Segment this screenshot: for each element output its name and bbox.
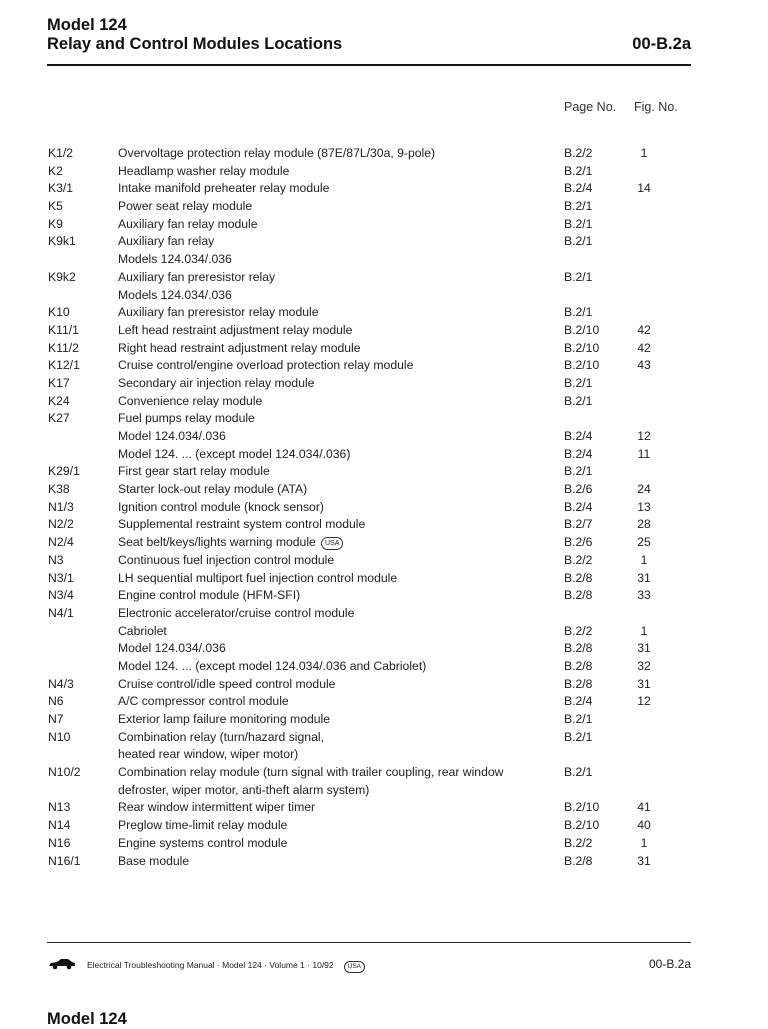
module-description: Supplemental restraint system control module <box>118 517 366 532</box>
page-number: B.2/6 <box>564 482 593 497</box>
table-row <box>0 163 768 181</box>
module-description: Right head restraint adjustment relay module <box>118 340 361 355</box>
page-number: B.2/10 <box>564 800 600 815</box>
table-row <box>0 658 768 676</box>
page-number: B.2/8 <box>564 853 593 868</box>
table-row <box>0 516 768 534</box>
figure-number: 31 <box>637 641 651 656</box>
figure-number: 43 <box>637 358 651 373</box>
table-row <box>0 304 768 322</box>
module-code: K11/2 <box>48 340 79 355</box>
page-number: B.2/8 <box>564 570 593 585</box>
table-row <box>0 623 768 641</box>
module-description: Electronic accelerator/cruise control module <box>118 605 355 620</box>
module-description: Power seat relay module <box>118 199 253 214</box>
figure-number: 25 <box>637 535 651 550</box>
page-number: B.2/1 <box>564 712 593 726</box>
module-description: Model 124.034/.036 <box>118 641 226 656</box>
figure-number: 1 <box>640 146 648 160</box>
module-code: N3/4 <box>48 588 74 603</box>
module-description: Intake manifold preheater relay module <box>118 181 330 196</box>
module-description: defroster, wiper motor, anti-theft alarm system) <box>118 782 370 797</box>
table-row <box>0 570 768 588</box>
module-description: Model 124.034/.036 <box>118 429 226 443</box>
module-code: K17 <box>48 375 70 390</box>
module-code: N2/4 <box>48 535 74 550</box>
page-number: B.2/1 <box>564 216 593 231</box>
module-code: N3 <box>48 552 64 567</box>
page-number: B.2/1 <box>564 163 593 178</box>
table-row <box>0 693 768 711</box>
module-description: Convenience relay module <box>118 393 263 408</box>
table-row <box>0 605 768 623</box>
figure-number: 32 <box>637 658 651 673</box>
figure-number: 31 <box>637 853 651 868</box>
module-description: Ignition control module (knock sensor) <box>118 499 324 514</box>
page-number: B.2/6 <box>564 535 593 550</box>
figure-number: 42 <box>637 340 651 355</box>
module-description: Base module <box>118 853 190 868</box>
module-code: N3/1 <box>48 570 74 585</box>
table-row <box>0 145 768 163</box>
table-row <box>0 534 768 552</box>
module-code: N6 <box>48 694 64 709</box>
module-description: LH sequential multiport fuel injection control module <box>118 570 398 585</box>
page-number: B.2/4 <box>564 499 593 514</box>
next-page-header: Model 124 <box>47 1010 127 1028</box>
modules-table <box>0 145 768 870</box>
table-row <box>0 269 768 287</box>
column-header-fig: Fig. No. <box>634 100 678 114</box>
module-description: Combination relay module (turn signal with trailer coupling, rear window <box>118 765 504 780</box>
figure-number: 31 <box>637 570 651 585</box>
table-row <box>0 711 768 729</box>
page-number: B.2/1 <box>564 199 593 214</box>
module-description: Left head restraint adjustment relay module <box>118 322 353 337</box>
module-code: K9k2 <box>48 269 76 284</box>
module-code: N16/1 <box>48 853 81 868</box>
table-row <box>0 198 768 216</box>
module-code: N13 <box>48 800 71 815</box>
table-row <box>0 322 768 340</box>
module-description: Engine systems control module <box>118 835 288 850</box>
table-row <box>0 799 768 817</box>
page-number: B.2/2 <box>564 146 593 160</box>
page-number: B.2/4 <box>564 181 593 196</box>
footer-manual-title: Electrical Troubleshooting Manual · Model 124 · Volume 1 · 10/92 <box>87 960 334 970</box>
header-divider <box>47 64 691 66</box>
module-description: A/C compressor control module <box>118 694 289 709</box>
module-description: Overvoltage protection relay module (87E/87L/30a, 9-pole) <box>118 146 436 160</box>
page-number: B.2/8 <box>564 676 593 691</box>
page-header <box>47 16 691 54</box>
page-number: B.2/8 <box>564 641 593 656</box>
figure-number: 42 <box>637 322 651 337</box>
page-number: B.2/10 <box>564 358 600 373</box>
module-description: Exterior lamp failure monitoring module <box>118 712 331 726</box>
figure-number: 33 <box>637 588 651 603</box>
module-description: Combination relay (turn/hazard signal, <box>118 729 324 744</box>
page-number: B.2/10 <box>564 818 600 833</box>
page-number: B.2/10 <box>564 322 600 337</box>
table-row <box>0 375 768 393</box>
module-description: heated rear window, wiper motor) <box>118 747 299 762</box>
table-row <box>0 817 768 835</box>
module-code: N1/3 <box>48 499 74 514</box>
table-row <box>0 552 768 570</box>
module-description: Model 124. ... (except model 124.034/.036) <box>118 446 351 461</box>
table-row <box>0 764 768 782</box>
table-row <box>0 853 768 871</box>
table-row <box>0 835 768 853</box>
page-number: B.2/1 <box>564 464 593 479</box>
module-description: Cruise control/idle speed control module <box>118 676 336 691</box>
module-description: Headlamp washer relay module <box>118 163 290 178</box>
page-number: B.2/4 <box>564 446 593 461</box>
module-code: K5 <box>48 199 63 214</box>
module-code: K38 <box>48 482 70 497</box>
table-row <box>0 357 768 375</box>
model-title: Model 124 <box>47 16 127 34</box>
module-code: N16 <box>48 835 71 850</box>
figure-number: 14 <box>637 181 651 196</box>
module-code: N10 <box>48 729 71 744</box>
page-number: B.2/1 <box>564 393 593 408</box>
figure-number: 1 <box>640 552 648 567</box>
module-description: Starter lock-out relay module (ATA) <box>118 482 308 497</box>
figure-number: 31 <box>637 676 651 691</box>
table-row <box>0 481 768 499</box>
module-code: N4/1 <box>48 605 74 620</box>
page-number: B.2/1 <box>564 375 593 390</box>
module-description: First gear start relay module <box>118 464 270 479</box>
usa-badge: USA <box>321 537 343 550</box>
column-header-page: Page No. <box>564 100 617 114</box>
figure-number: 1 <box>640 835 648 850</box>
module-code: K10 <box>48 305 70 320</box>
table-row <box>0 729 768 747</box>
usa-badge: USA <box>344 961 365 973</box>
page-number: B.2/8 <box>564 588 593 603</box>
table-row <box>0 746 768 764</box>
module-description: Auxiliary fan relay module <box>118 216 258 231</box>
module-code: K9k1 <box>48 234 76 249</box>
module-code: K29/1 <box>48 464 80 479</box>
module-description: Rear window intermittent wiper timer <box>118 800 316 815</box>
page-number: B.2/10 <box>564 340 600 355</box>
module-code: N10/2 <box>48 765 81 780</box>
figure-number: 12 <box>637 694 651 709</box>
table-row <box>0 446 768 464</box>
page-number: B.2/1 <box>564 729 593 744</box>
module-description: Auxiliary fan relay <box>118 234 215 249</box>
table-row <box>0 428 768 446</box>
module-description: Models 124.034/.036 <box>118 287 232 302</box>
page-number: B.2/2 <box>564 552 593 567</box>
table-row <box>0 233 768 251</box>
page-number: B.2/8 <box>564 658 593 673</box>
page-number: B.2/1 <box>564 269 593 284</box>
figure-number: 41 <box>637 800 651 815</box>
module-code: K1/2 <box>48 146 74 160</box>
module-description: Auxiliary fan preresistor relay <box>118 269 276 284</box>
footer-text <box>87 960 365 973</box>
figure-number: 28 <box>637 517 651 532</box>
table-row <box>0 393 768 411</box>
figure-number: 12 <box>637 429 651 443</box>
page-number: B.2/4 <box>564 694 593 709</box>
module-code: N4/3 <box>48 676 74 691</box>
figure-number: 24 <box>637 482 651 497</box>
table-row <box>0 251 768 269</box>
table-row <box>0 782 768 800</box>
module-code: K9 <box>48 216 63 231</box>
module-code: K3/1 <box>48 181 74 196</box>
figure-number: 13 <box>637 499 651 514</box>
page-number: B.2/2 <box>564 835 593 850</box>
module-description: Auxiliary fan preresistor relay module <box>118 305 319 320</box>
module-code: K27 <box>48 411 70 426</box>
page-number: B.2/4 <box>564 429 593 443</box>
module-code: K24 <box>48 393 70 408</box>
page-number: B.2/1 <box>564 305 593 320</box>
module-description: Cruise control/engine overload protection relay module <box>118 358 414 373</box>
table-row <box>0 587 768 605</box>
table-row <box>0 216 768 234</box>
module-code: K12/1 <box>48 358 80 373</box>
module-code: N7 <box>48 712 64 726</box>
page-number: B.2/7 <box>564 517 593 532</box>
figure-number: 40 <box>637 818 651 833</box>
module-description: Cabriolet <box>118 623 167 638</box>
footer-code: 00-B.2a <box>648 957 691 971</box>
car-icon <box>48 958 76 970</box>
page-number: B.2/1 <box>564 765 593 780</box>
module-code: N14 <box>48 818 71 833</box>
module-description: Engine control module (HFM-SFI) <box>118 588 301 603</box>
table-row <box>0 287 768 305</box>
table-row <box>0 640 768 658</box>
module-description: Preglow time-limit relay module <box>118 818 288 833</box>
module-code: K11/1 <box>48 322 79 337</box>
table-row <box>0 410 768 428</box>
module-description: Continuous fuel injection control module <box>118 552 335 567</box>
module-description: Models 124.034/.036 <box>118 252 232 267</box>
module-description: Secondary air injection relay module <box>118 375 315 390</box>
module-code: K2 <box>48 163 63 178</box>
table-row <box>0 499 768 517</box>
footer-divider <box>47 942 691 943</box>
module-description: Seat belt/keys/lights warning module <box>118 535 316 550</box>
table-row <box>0 340 768 358</box>
table-row <box>0 463 768 481</box>
module-description: Model 124. ... (except model 124.034/.036 and Cabriolet) <box>118 658 427 673</box>
table-row <box>0 676 768 694</box>
module-code: N2/2 <box>48 517 74 532</box>
figure-number: 1 <box>640 623 648 638</box>
page-number: B.2/2 <box>564 623 593 638</box>
module-description: Fuel pumps relay module <box>118 411 255 426</box>
table-row <box>0 180 768 198</box>
page-number: B.2/1 <box>564 234 593 249</box>
section-code: 00-B.2a <box>632 35 691 53</box>
figure-number: 11 <box>637 446 651 461</box>
page-title: Relay and Control Modules Locations <box>47 35 343 53</box>
